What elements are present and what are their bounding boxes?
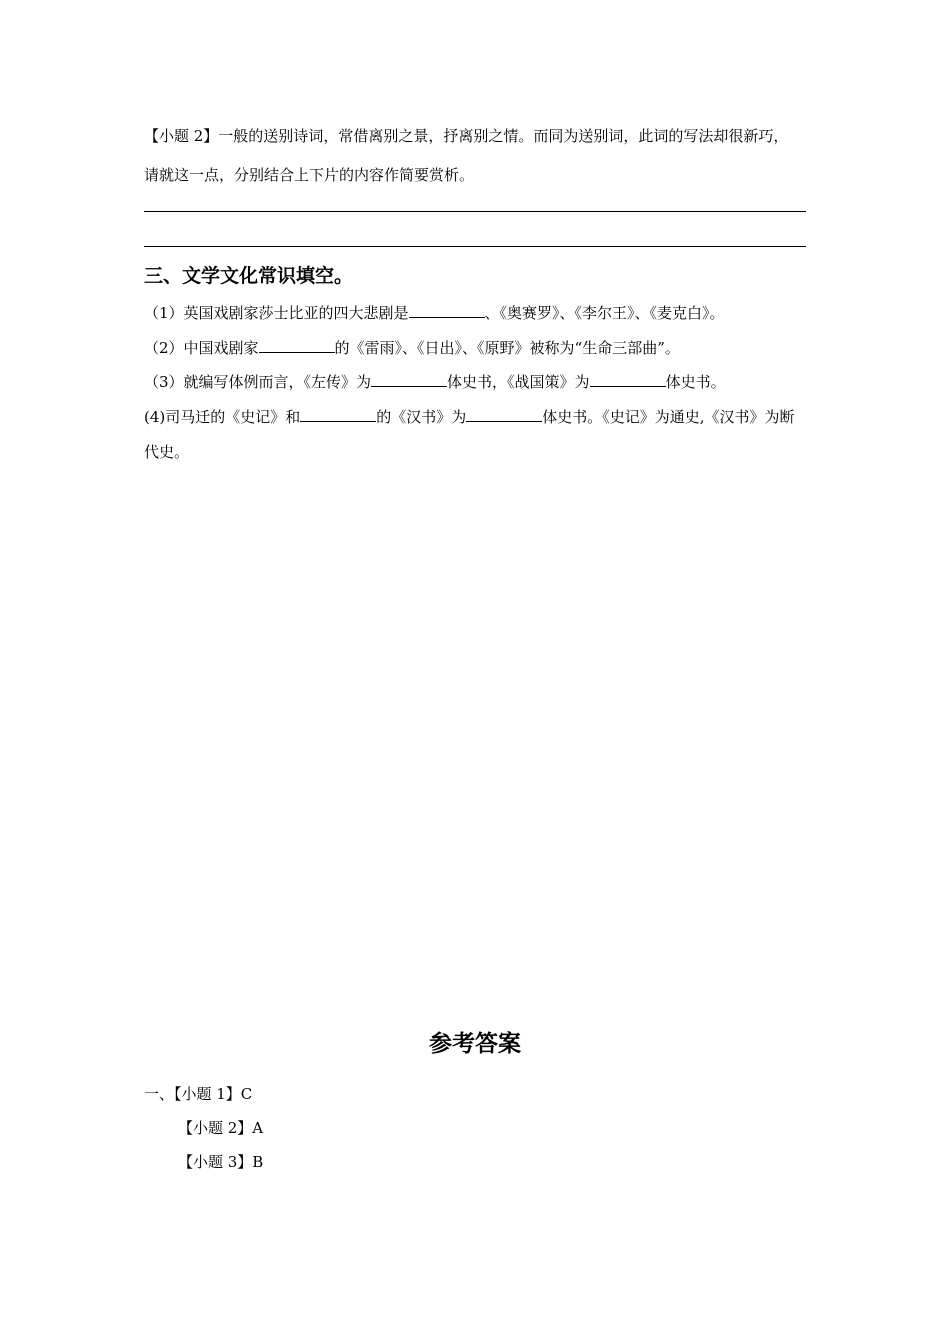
fill-item-3: [144, 370, 726, 392]
answer-item-1: 一、【小题 1】C: [144, 1085, 253, 1103]
fill-item-2: [144, 336, 680, 358]
fill-item-2-text-after: 的《雷雨》、《日出》、《原野》被称为“生命三部曲”。: [334, 339, 680, 357]
fill-blank[interactable]: [409, 301, 485, 318]
fill-item-3-text-before: （3）就编写体例而言，《左传》为: [144, 373, 372, 391]
question-2-line-1: 【小题 2】一般的送别诗词，常借离别之景，抒离别之情。而同为送别词，此词的写法却很新巧，: [144, 127, 789, 145]
fill-item-1-text-after: 、《奥赛罗》、《李尔王》、《麦克白》。: [484, 304, 725, 322]
fill-item-1: [144, 301, 725, 323]
answer-item-3: 【小题 3】B: [178, 1153, 264, 1171]
fill-blank[interactable]: [590, 370, 666, 387]
fill-item-4-text-after: 体史书。《史记》为通史,《汉书》为断: [542, 408, 795, 426]
fill-blank[interactable]: [300, 405, 376, 422]
fill-item-4-text-middle: 的《汉书》为: [376, 408, 467, 426]
fill-item-4: [144, 405, 795, 427]
fill-blank[interactable]: [466, 405, 542, 422]
fill-item-4-continuation: 代史。: [144, 443, 190, 461]
fill-item-4-text-before: (4)司马迁的《史记》和: [144, 408, 301, 426]
answer-item-2: 【小题 2】A: [178, 1119, 264, 1137]
fill-blank[interactable]: [371, 370, 447, 387]
fill-item-3-text-middle: 体史书，《战国策》为: [447, 373, 590, 391]
question-2-line-2: 请就这一点，分别结合上下片的内容作简要赏析。: [144, 166, 475, 184]
answers-title: 参考答案: [429, 1031, 521, 1057]
fill-blank[interactable]: [259, 336, 335, 353]
fill-item-3-text-after: 体史书。: [665, 373, 726, 391]
answer-line-1[interactable]: [144, 211, 806, 212]
section-3-title: 三、文学文化常识填空。: [144, 265, 354, 287]
fill-item-1-text-before: （1）英国戏剧家莎士比亚的四大悲剧是: [144, 304, 409, 322]
answer-line-2[interactable]: [144, 246, 806, 247]
fill-item-2-text-before: （2）中国戏剧家: [144, 339, 259, 357]
